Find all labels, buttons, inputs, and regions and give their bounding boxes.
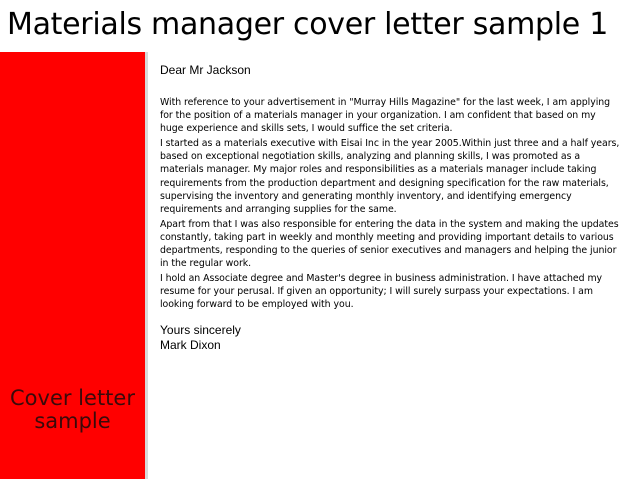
letter-closing: Yours sincerely <box>160 322 241 337</box>
slide-title: Materials manager cover letter sample 1 <box>7 7 608 42</box>
sidebar-label-line1: Cover letter <box>10 386 135 410</box>
sidebar-label <box>0 387 145 433</box>
letter-salutation: Dear Mr Jackson <box>160 63 251 77</box>
letter-body <box>160 63 620 353</box>
letter-signature: Mark Dixon <box>160 337 221 352</box>
sidebar-label-line2: sample <box>34 409 111 433</box>
sidebar-panel <box>0 52 148 479</box>
letter-paragraph: I started as a materials executive with Eisai Inc in the year 2005.Within just three and a half years, based on exceptional negotiation skills, analyzing and planning skills, I was promoted as a materials manager. My major roles and responsibilities as a materials manager include taking requirements from the production department and designing specification for the raw materials, supervising the inventory and generating monthly inventory, and identifying emergency requirements and arranging supplies for the same. <box>160 138 620 215</box>
letter-paragraph: Apart from that I was also responsible for entering the data in the system and making the updates constantly, taking part in weekly and monthly meeting and providing important details to various departments, responding to the queries of senior executives and managers and helping the junior in the regular work. <box>160 218 619 270</box>
letter-paragraph: I hold an Associate degree and Master's degree in business administration. I have attached my resume for your perusal. If given an opportunity; I will surely surpass your expectations. I am looking forward to be employed with you. <box>160 273 603 311</box>
letter-paragraph: With reference to your advertisement in "Murray Hills Magazine" for the last week, I am applying for the position of a materials manager in your organization. I am confident that based on my huge experience and skills sets, I would suffice the set criteria. <box>160 97 611 135</box>
